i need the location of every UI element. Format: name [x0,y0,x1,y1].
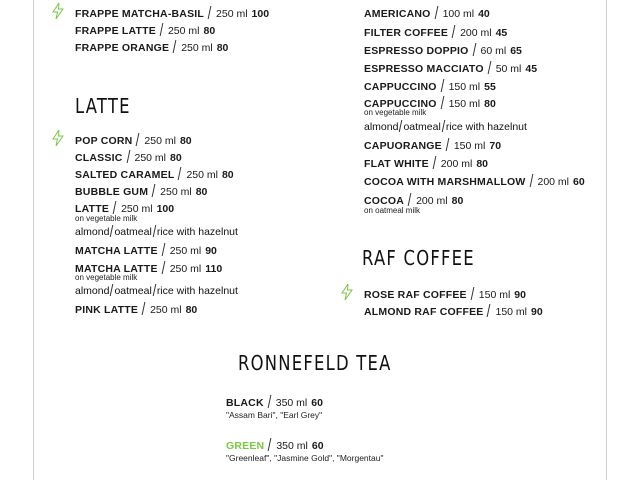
menu-item-matcha-latte [75,243,217,257]
item-volume: 250 ml [169,245,202,257]
item-name: MATCHA LATTE [75,263,158,275]
tea-varieties: "Greenleaf", "Jasmine Gold", "Morgentau" [226,453,384,463]
item-price: 100 [251,8,270,20]
milk-option: oatmeal [114,285,152,297]
item-name: MATCHA LATTE [75,245,158,257]
milk-option: oatmeal [403,121,441,133]
separator [442,120,446,132]
separator [440,79,444,92]
menu-item-espresso-doppio [364,43,522,57]
item-price: 45 [525,63,538,75]
page-border-left [33,0,34,480]
menu-item-cocoa-with-marshmallow [364,174,585,188]
milk-option: oatmeal [114,226,152,238]
milk-option: almond [364,121,399,133]
item-volume: 350 ml [276,440,308,452]
menu-item-pink-latte [75,302,197,316]
separator [268,438,272,451]
item-volume: 250 ml [169,263,202,275]
menu-item-black-tea [226,395,323,409]
separator [432,156,436,169]
menu-item-espresso-macciato [364,61,537,75]
separator [153,284,157,296]
lightning-bolt-icon [52,130,64,146]
separator [445,138,449,151]
page-border-right [606,0,607,480]
item-volume: 250 ml [134,152,167,164]
milk-options [75,284,238,297]
item-volume: 200 ml [416,195,448,207]
item-price: 80 [221,169,234,181]
menu-item-americano [364,6,490,20]
separator [153,225,157,237]
item-volume: 250 ml [150,304,182,316]
separator [152,184,156,197]
item-name: PINK LATTE [75,304,139,316]
item-price: 80 [185,304,198,316]
section-title-latte: LATTE [75,94,131,118]
separator [487,61,491,74]
item-name: GREEN [226,440,265,452]
milk-option: almond [75,226,110,238]
item-volume: 350 ml [275,397,308,409]
item-volume: 200 ml [537,176,570,188]
separator [452,25,456,38]
item-price: 80 [476,158,488,170]
menu-item-frappe-latte [75,23,215,37]
item-name: CAPPUCCINO [364,81,437,93]
menu-item-salted-caramel [75,167,234,181]
menu-item-frappe-orange [75,40,228,54]
menu-item-rose-raf-coffee [364,287,526,301]
item-note: on vegetable milk [75,214,138,223]
item-volume: 250 ml [160,186,192,198]
item-note: on oatmeal milk [364,206,421,215]
item-volume: 150 ml [448,81,481,93]
item-name: BUBBLE GUM [75,186,149,198]
item-note: on vegetable milk [364,108,427,117]
separator [173,40,177,53]
item-price: 80 [451,195,464,207]
item-price: 60 [311,440,324,452]
menu-item-latte-vegetable [75,201,174,215]
item-name: SALTED CARAMEL [75,169,175,181]
item-name: FRAPPE ORANGE [75,42,170,54]
separator [126,150,130,163]
item-price: 80 [195,186,208,198]
tea-varieties: "Assam Bari", "Earl Grey" [226,410,323,420]
section-title-ronnefeld-tea: RONNEFELD TEA [238,351,392,375]
lightning-bolt-icon [52,3,64,19]
item-volume: 250 ml [216,8,248,20]
item-name: ROSE RAF COFFEE [364,289,467,301]
separator [267,395,271,408]
item-price: 80 [179,135,192,147]
separator [529,174,533,187]
menu-item-almond-raf-coffee [364,304,543,318]
separator [487,304,491,317]
item-volume: 150 ml [448,98,481,110]
item-price: 90 [514,289,526,301]
item-volume: 250 ml [167,25,200,37]
item-name: FRAPPE LATTE [75,25,156,37]
separator [434,6,438,19]
milk-options [364,120,527,133]
item-price: 80 [203,25,216,37]
item-price: 90 [205,245,217,257]
item-name: CAPUORANGE [364,140,442,152]
item-name: FLAT WHITE [364,158,429,170]
item-price: 90 [531,306,543,318]
item-price: 60 [311,397,323,409]
item-price: 110 [205,263,223,275]
milk-options [75,225,238,238]
item-volume: 60 ml [480,45,507,57]
item-name: AMERICANO [364,8,431,20]
separator [208,6,212,19]
item-name: ESPRESSO MACCIATO [364,63,484,75]
menu-item-flat-white [364,156,488,170]
item-volume: 250 ml [181,42,213,54]
item-price: 80 [170,152,182,164]
item-volume: 150 ml [495,306,527,318]
milk-option: rice with hazelnut [156,226,238,238]
separator [470,287,474,300]
item-name: CLASSIC [75,152,123,164]
separator [408,193,412,206]
item-name: COCOA WITH MARSHMALLOW [364,176,526,188]
item-price: 60 [573,176,585,188]
item-note: on vegetable milk [75,273,138,282]
item-volume: 250 ml [121,203,153,215]
item-volume: 250 ml [144,135,176,147]
milk-option: almond [75,285,110,297]
item-volume: 50 ml [495,63,522,75]
item-volume: 100 ml [442,8,475,20]
menu-item-frappe-matcha-basil [75,6,269,20]
item-name: ESPRESSO DOPPIO [364,45,469,57]
menu-item-cappuccino [364,79,496,93]
menu-item-pop-corn [75,133,192,147]
separator [440,96,444,109]
item-price: 70 [489,140,502,152]
separator [178,167,182,180]
separator [142,302,146,315]
menu-item-green-tea [226,438,324,452]
separator [472,43,476,56]
item-price: 40 [478,8,490,20]
item-volume: 250 ml [186,169,218,181]
section-title-raf-coffee: RAF COFFEE [362,246,475,270]
menu-item-classic [75,150,182,164]
item-name: FRAPPE MATCHA-BASIL [75,8,205,20]
separator [136,133,140,146]
item-name: COCOA [364,195,405,207]
separator [113,201,117,214]
item-name: FILTER COFFEE [364,27,449,39]
item-name: ALMOND RAF COFFEE [364,306,484,318]
separator [161,261,165,274]
item-volume: 200 ml [460,27,492,39]
item-name: LATTE [75,203,110,215]
menu-item-cocoa [364,193,463,207]
menu-item-filter-coffee [364,25,507,39]
item-price: 55 [484,81,496,93]
item-name: POP CORN [75,135,133,147]
item-volume: 150 ml [453,140,486,152]
lightning-bolt-icon [341,284,353,300]
item-volume: 150 ml [478,289,511,301]
separator [161,243,165,256]
item-price: 45 [495,27,508,39]
item-volume: 200 ml [440,158,473,170]
menu-item-bubble-gum [75,184,207,198]
item-price: 80 [216,42,229,54]
milk-option: rice with hazelnut [156,285,238,297]
menu-item-capuorange [364,138,501,152]
item-price: 80 [484,98,496,110]
separator [160,23,164,36]
item-price: 65 [510,45,522,57]
item-name: BLACK [226,397,264,409]
item-price: 100 [156,203,175,215]
item-name: CAPPUCCINO [364,98,437,110]
milk-option: rice with hazelnut [445,121,527,133]
